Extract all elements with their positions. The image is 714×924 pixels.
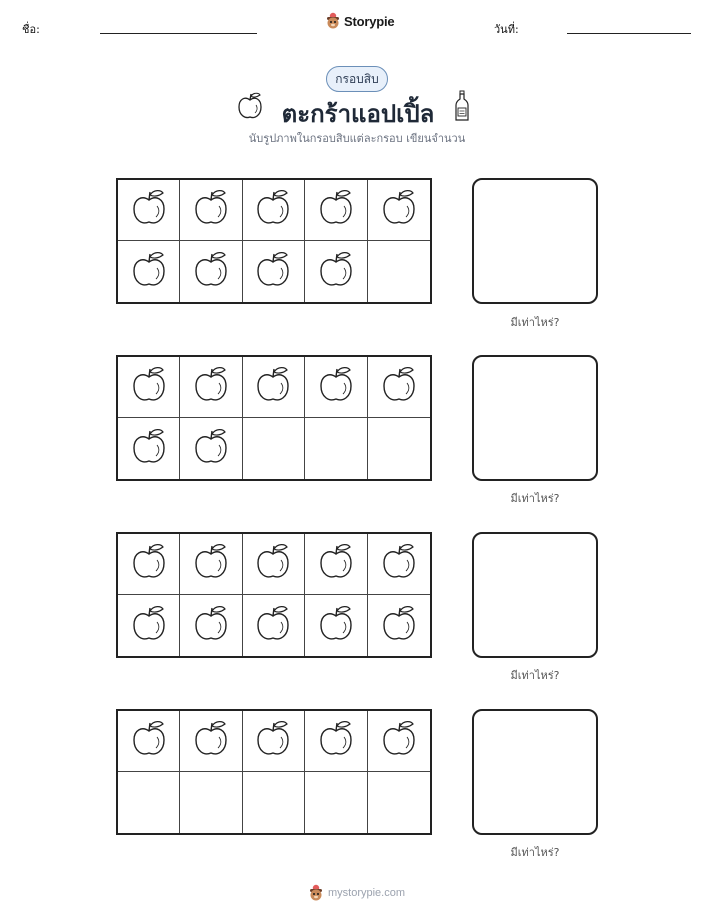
ten-frame-cell xyxy=(243,357,305,418)
apple-icon xyxy=(254,719,292,763)
how-many-prompt: มีเท่าไหร่? xyxy=(510,316,560,329)
name-label: ชื่อ: xyxy=(22,23,40,36)
apple-icon xyxy=(192,365,230,409)
storypie-logo-icon xyxy=(325,12,341,30)
apple-icon xyxy=(192,427,230,471)
ten-frame xyxy=(116,178,432,304)
ten-frame-cell xyxy=(118,711,180,772)
apple-icon xyxy=(130,250,168,294)
apple-icon xyxy=(130,188,168,232)
apple-icon xyxy=(192,604,230,648)
apple-icon xyxy=(254,604,292,648)
storypie-logo-icon xyxy=(308,884,324,902)
ten-frame-cell xyxy=(118,180,180,241)
apple-icon xyxy=(254,542,292,586)
apple-icon xyxy=(317,250,355,294)
answer-box[interactable] xyxy=(472,532,598,658)
answer-box[interactable] xyxy=(472,709,598,835)
bottle-icon xyxy=(454,90,470,122)
apple-icon xyxy=(317,719,355,763)
apple-icon xyxy=(380,604,418,648)
apple-icon xyxy=(317,188,355,232)
apple-icon xyxy=(192,188,230,232)
date-field-line[interactable] xyxy=(567,33,691,34)
apple-icon xyxy=(254,188,292,232)
ten-frame-cell xyxy=(368,180,430,241)
worksheet-title: ตะกร้าแอปเปิ้ล xyxy=(281,100,435,128)
apple-icon xyxy=(317,365,355,409)
ten-frame-cell xyxy=(243,180,305,241)
apple-icon xyxy=(130,604,168,648)
apple-icon xyxy=(236,91,264,121)
ten-frame-cell xyxy=(180,357,242,418)
ten-frame-cell xyxy=(118,772,180,833)
apple-icon xyxy=(380,719,418,763)
ten-frame-cell xyxy=(118,534,180,595)
ten-frame-cell xyxy=(180,534,242,595)
apple-icon xyxy=(317,542,355,586)
answer-box[interactable] xyxy=(472,355,598,481)
apple-icon xyxy=(130,365,168,409)
ten-frame-cell xyxy=(180,418,242,479)
ten-frame-cell xyxy=(243,534,305,595)
apple-icon xyxy=(380,188,418,232)
ten-frame-cell xyxy=(180,180,242,241)
footer-url[interactable]: mystorypie.com xyxy=(328,887,406,899)
ten-frame-cell xyxy=(368,241,430,302)
ten-frame-cell xyxy=(243,241,305,302)
ten-frame-cell xyxy=(305,711,367,772)
answer-box[interactable] xyxy=(472,178,598,304)
how-many-prompt: มีเท่าไหร่? xyxy=(510,669,560,682)
ten-frame-cell xyxy=(180,241,242,302)
apple-icon xyxy=(192,250,230,294)
ten-frame-cell xyxy=(118,595,180,656)
ten-frame-cell xyxy=(305,241,367,302)
ten-frame xyxy=(116,355,432,481)
ten-frame-cell xyxy=(368,534,430,595)
ten-frame xyxy=(116,532,432,658)
apple-icon xyxy=(380,365,418,409)
ten-frame-cell xyxy=(180,772,242,833)
ten-frame-cell xyxy=(368,357,430,418)
ten-frame-cell xyxy=(305,357,367,418)
ten-frame-cell xyxy=(180,595,242,656)
ten-frame-cell xyxy=(243,772,305,833)
worksheet-instructions: นับรูปภาพในกรอบสิบแต่ละกรอบ เขียนจำนวน xyxy=(248,132,466,145)
ten-frame-cell xyxy=(118,357,180,418)
ten-frame-cell xyxy=(368,711,430,772)
ten-frame-cell xyxy=(305,534,367,595)
ten-frame-cell xyxy=(243,711,305,772)
ten-frame-cell xyxy=(368,595,430,656)
ten-frame-cell xyxy=(243,595,305,656)
apple-icon xyxy=(254,250,292,294)
ten-frame-cell xyxy=(118,241,180,302)
name-field-line[interactable] xyxy=(100,33,257,34)
ten-frame-cell xyxy=(305,180,367,241)
ten-frame-cell xyxy=(305,772,367,833)
apple-icon xyxy=(380,542,418,586)
ten-frame-cell xyxy=(243,418,305,479)
apple-icon xyxy=(192,719,230,763)
ten-frame-cell xyxy=(305,595,367,656)
date-label: วันที่: xyxy=(494,23,519,36)
ten-frame-cell xyxy=(368,418,430,479)
ten-frame-cell xyxy=(180,711,242,772)
ten-frame-cell xyxy=(118,418,180,479)
apple-icon xyxy=(317,604,355,648)
how-many-prompt: มีเท่าไหร่? xyxy=(510,492,560,505)
how-many-prompt: มีเท่าไหร่? xyxy=(510,846,560,859)
apple-icon xyxy=(130,427,168,471)
ten-frame xyxy=(116,709,432,835)
brand xyxy=(325,12,394,30)
apple-icon xyxy=(130,542,168,586)
ten-frame-cell xyxy=(305,418,367,479)
apple-icon xyxy=(192,542,230,586)
topic-badge: กรอบสิบ xyxy=(326,66,388,92)
apple-icon xyxy=(130,719,168,763)
ten-frame-cell xyxy=(368,772,430,833)
apple-icon xyxy=(254,365,292,409)
brand-name: Storypie xyxy=(344,13,395,29)
footer xyxy=(308,884,405,902)
